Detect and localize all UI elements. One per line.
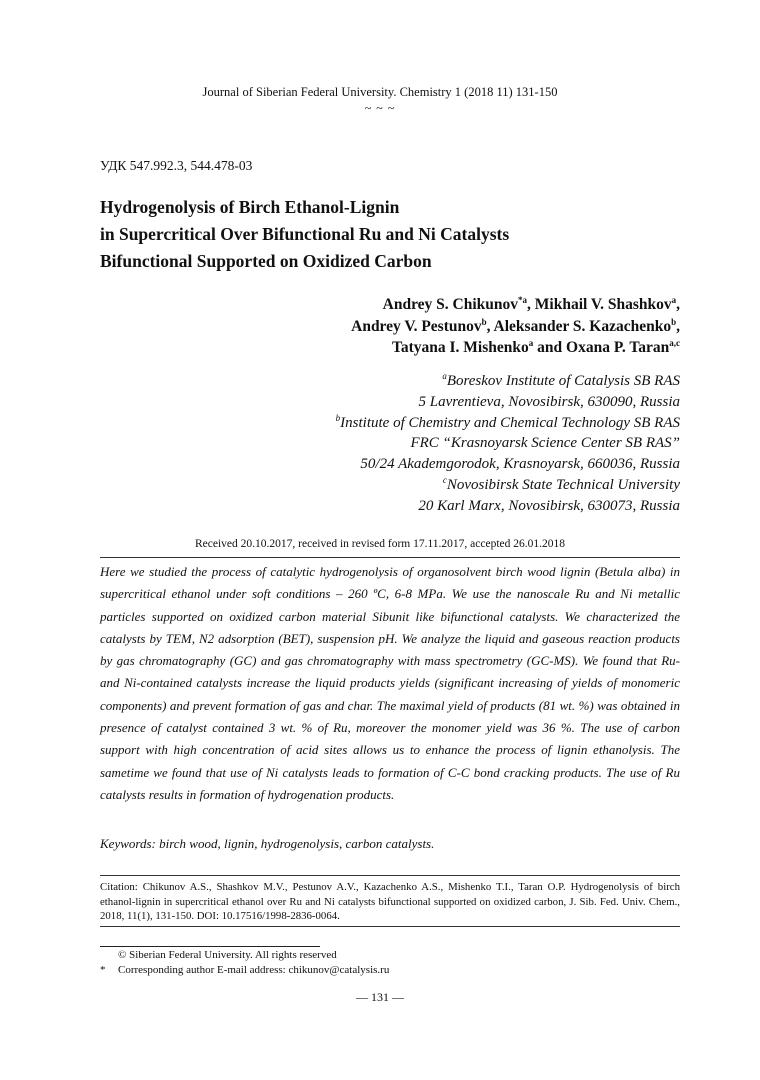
header-ornament: ~ ~ ~ [364, 101, 396, 115]
affil-address: 20 Karl Marx, Novosibirsk, 630073, Russia [418, 497, 680, 514]
title-line: Hydrogenolysis of Birch Ethanol-Lignin [100, 197, 400, 217]
page-number: — 131 — [356, 990, 404, 1004]
affil-institution: Boreskov Institute of Catalysis SB RAS [446, 373, 680, 389]
citation-top-rule [100, 875, 680, 876]
copyright-note: © Siberian Federal University. All rights reserved [118, 949, 337, 961]
affil-mark: b [335, 412, 341, 423]
footnote-rule [100, 946, 320, 947]
paper-title [100, 194, 700, 275]
affil-address: 5 Lavrentieva, Novosibirsk, 630090, Russia [418, 393, 680, 410]
corresponding-email: Corresponding author E-mail address: chikunov@catalysis.ru [118, 964, 390, 976]
title-line: in Supercritical Over Bifunctional Ru and Ni Catalysts [100, 224, 510, 244]
title-line: Bifunctional Supported on Oxidized Carbon [100, 251, 432, 271]
citation-bottom-rule [100, 926, 680, 927]
author-name: Oxana P. Taran [566, 339, 670, 356]
author-name: Andrey S. Chikunov [382, 296, 519, 313]
affil-mark: c [442, 474, 447, 485]
author-affil-mark: b [671, 316, 677, 327]
author-name: Tatyana I. Mishenko [391, 339, 529, 356]
footnote-star: * [100, 964, 106, 976]
abstract-top-rule [100, 557, 680, 558]
corresponding-author-note [100, 964, 389, 976]
author-affil-mark: b [481, 316, 487, 327]
author-list: Andrey S. Chikunov$^{*a}$, Mikhail V. Shashkov$^a$, Andrey V. Pestunov$^b$, Aleksander S. Kazachenko$^b$, Tatyana I. Mishenko$^a$ and Oxana P. Taran$^{a,c}$ [351, 294, 680, 356]
udk-code: УДК 547.992.3, 544.478-03 [100, 158, 253, 173]
citation: Citation: Chikunov A.S., Shashkov M.V., Pestunov A.V., Kazachenko A.S., Mishenko T.I., Taran O.P. Hydrogenolysis of birch ethanol-lignin in supercritical ethanol over Ru and Ni catalysts bifunctional supported on oxidized carbon, J. Sib. Fed. Univ. Chem., 2018, 11(1), 131-150. DOI: 10.17516/1998-2836-0064. [100, 881, 680, 922]
author-name: Andrey V. Pestunov [351, 317, 482, 335]
author-name: Mikhail V. Shashkov [534, 296, 672, 313]
author-affil-mark: *a [518, 294, 528, 305]
keywords: Keywords: birch wood, lignin, hydrogenolysis, carbon catalysts. [100, 836, 435, 851]
author-conjunction: and [537, 339, 563, 356]
affil-institution: Institute of Chemistry and Chemical Technology SB RAS [340, 414, 680, 431]
affil-mark: a [442, 371, 447, 381]
author-affil-mark: a [671, 294, 677, 305]
abstract-text: Here we studied the process of catalytic hydrogenolysis of organosolvent birch wood lignin (Betula alba) in supercritical ethanol under soft conditions – 260 ºC, 6-8 MPa. We use the nanoscale Ru and Ni metallic particles supported on oxidized carbon material Sibunit like bifunctional catalysts. We characterized the catalysts by TEM, N2 adsorption (BET), suspension pH. We analyze the liquid and gaseous reaction products by gas chromatography (GC) and gas chromatography with mass spectrometry (GC-MS). We found that Ru- and Ni-contained catalysts increase the liquid products yields (significant increasing of yields of monomeric components) and prevent formation of gas and char. The maximal yield of products (81 wt. %) was obtained in presence of catalyst contained 3 wt. % of Ru, moreover the monomer yield was 36 %. The use of carbon support with high concentration of acid sites allows us to enhance the process of lignin ethanolysis. The sametime we found that use of Ni catalysts leads to formation of C-C bond cracking products. The use of Ru catalysts results in formation of hydrogenation products. [100, 564, 680, 802]
journal-header: Journal of Siberian Federal University. Chemistry 1 (2018 11) 131-150 [202, 85, 558, 99]
affil-center: FRC “Krasnoyarsk Science Center SB RAS” [410, 435, 680, 452]
affiliations [120, 371, 680, 517]
author-name: Aleksander S. Kazachenko [493, 317, 672, 335]
affil-address: 50/24 Akademgorodok, Krasnoyarsk, 660036, Russia [360, 456, 680, 473]
affil-institution: Novosibirsk State Technical University [446, 476, 680, 493]
received-dates: Received 20.10.2017, received in revised form 17.11.2017, accepted 26.01.2018 [194, 538, 566, 550]
author-affil-mark: a,c [669, 337, 680, 348]
author-affil-mark: a [528, 337, 534, 348]
